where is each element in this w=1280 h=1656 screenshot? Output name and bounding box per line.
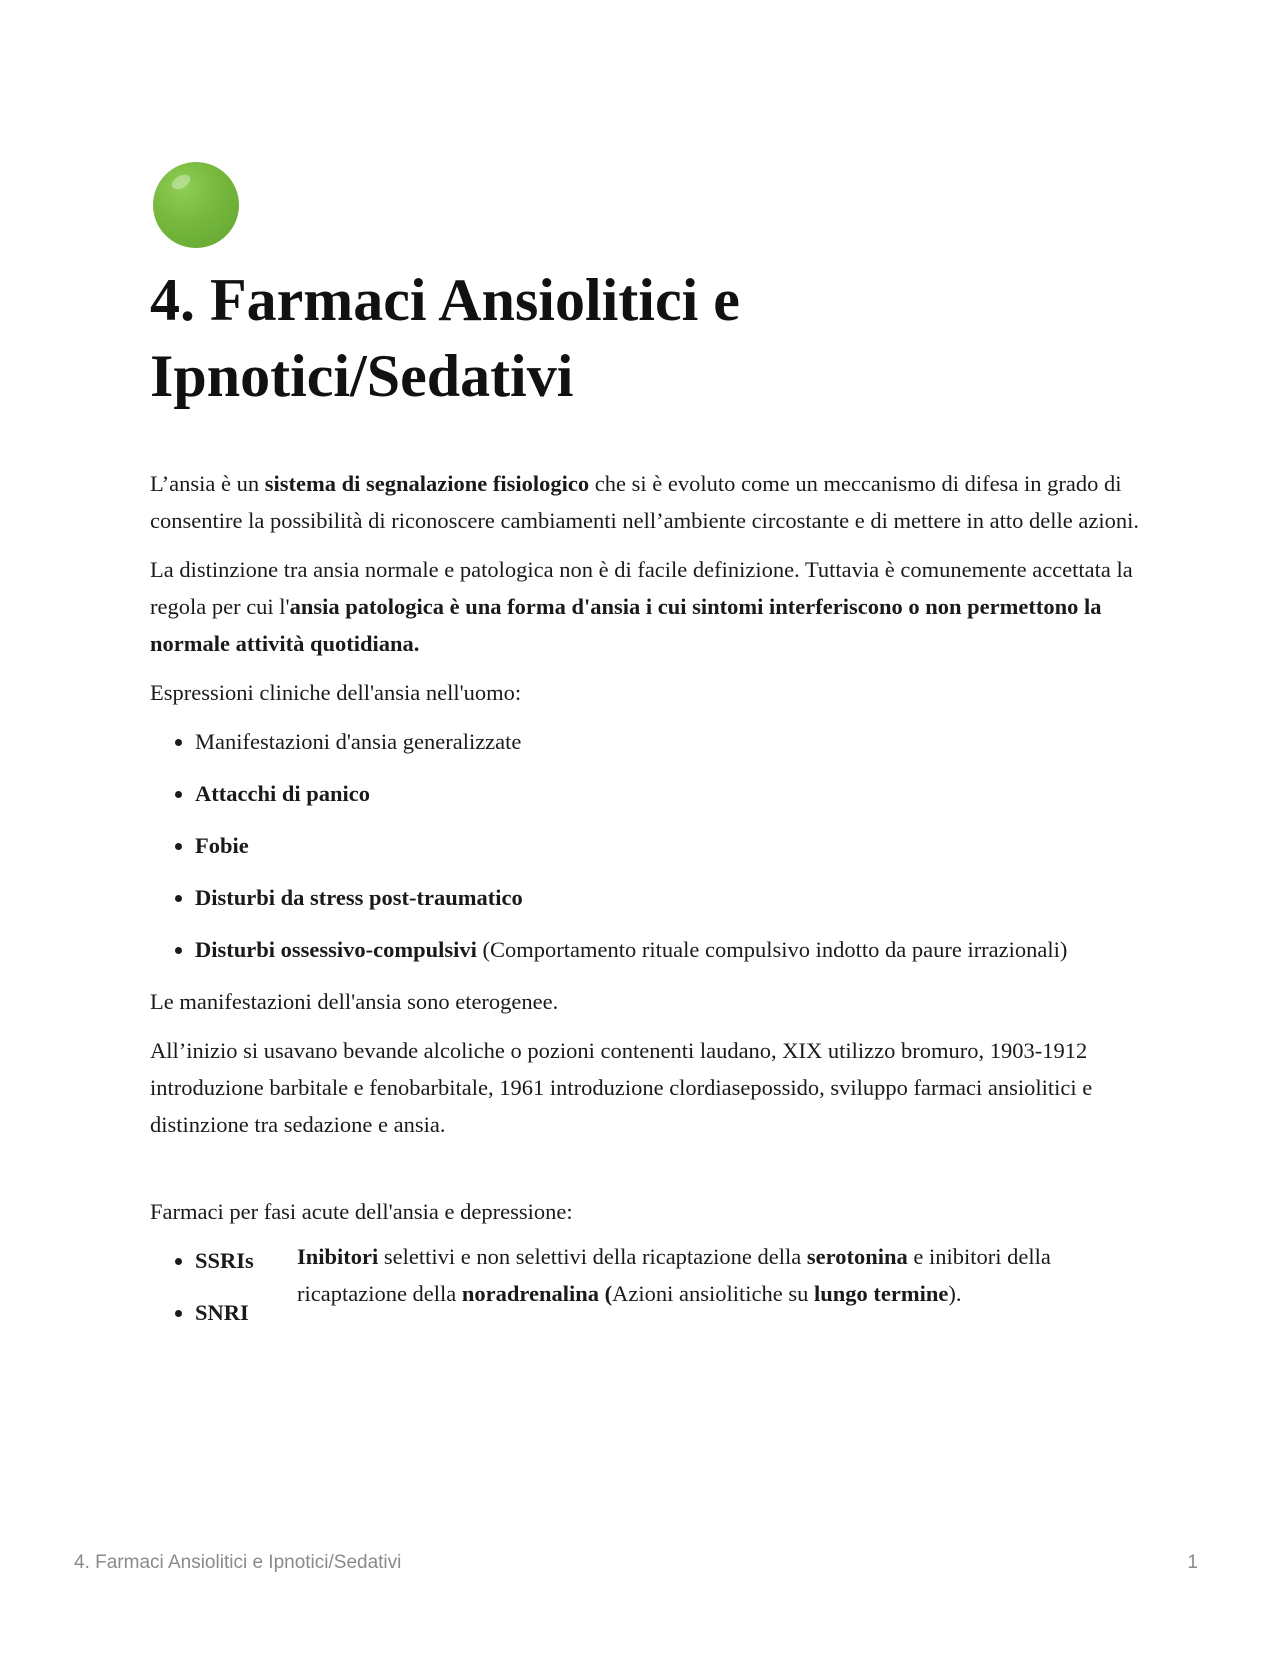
drug-class-columns xyxy=(150,1242,1140,1352)
paragraph-history: All’inizio si usavano bevande alcoliche o pozioni contenenti laudano, XIX utilizzo bromuro, 1903-1912 introduzione barbitale e fenobarbitale, 1961 introduzione clordiasepossido, sviluppo farmaci ansiolitici e distinzione tra sedazione e ansia. xyxy=(150,1038,1093,1137)
drug-class-list xyxy=(150,1242,315,1346)
page-number: 1 xyxy=(1187,1552,1198,1573)
paragraph-farmaci-fasi-acute: Farmaci per fasi acute dell'ansia e depressione: xyxy=(150,1199,573,1224)
bold-text: ansia patologica è una forma d'ansia i cui sintomi interferiscono o non permettono la normale attività quotidiana. xyxy=(150,594,1102,656)
list-item-ssris: • SSRIs xyxy=(195,1242,315,1279)
paragraph-ansia-definition: L’ansia è un sistema di segnalazione fisiologico che si è evoluto come un meccanismo di difesa in grado di consentire la possibilità di riconoscere cambiamenti nell’ambiente circostante e di mettere in atto delle azioni. xyxy=(150,471,1140,533)
green-circle-icon xyxy=(153,162,239,248)
list-item: • Manifestazioni d'ansia generalizzate xyxy=(195,723,1140,760)
paragraph-ansia-patologica: La distinzione tra ansia normale e patologica non è di facile definizione. Tuttavia è comunemente accettata la regola per cui l'ansia patologica è una forma d'ansia i cui sintomi interferiscono o non permettono la normale attività quotidiana. xyxy=(150,557,1133,656)
list-item: • Fobie xyxy=(195,827,1140,864)
paragraph-espressioni: Espressioni cliniche dell'ansia nell'uomo: xyxy=(150,680,522,705)
list-item-snri: • SNRI xyxy=(195,1294,315,1331)
footer-title: 4. Farmaci Ansiolitici e Ipnotici/Sedativi xyxy=(74,1552,402,1573)
list-item: • Disturbi da stress post-traumatico xyxy=(195,879,1140,916)
drug-class-description: Inibitori selettivi e non selettivi della ricaptazione della serotonina e inibitori della ricaptazione della noradrenalina (Azioni ansiolitiche su lungo termine). xyxy=(297,1244,1051,1306)
list-item: • Attacchi di panico xyxy=(195,775,1140,812)
page-title: 4. Farmaci Ansiolitici e Ipnotici/Sedativi xyxy=(150,267,740,409)
paragraph-eterogenee: Le manifestazioni dell'ansia sono eterogenee. xyxy=(150,989,559,1014)
bold-text: sistema di segnalazione fisiologico xyxy=(264,471,590,496)
list-item: • Disturbi ossessivo-compulsivi (Comportamento rituale compulsivo indotto da paure irrazionali) xyxy=(195,931,1140,968)
clinical-expressions-list xyxy=(150,723,1140,968)
page-content xyxy=(150,465,1140,1352)
spacer xyxy=(150,1155,1140,1193)
